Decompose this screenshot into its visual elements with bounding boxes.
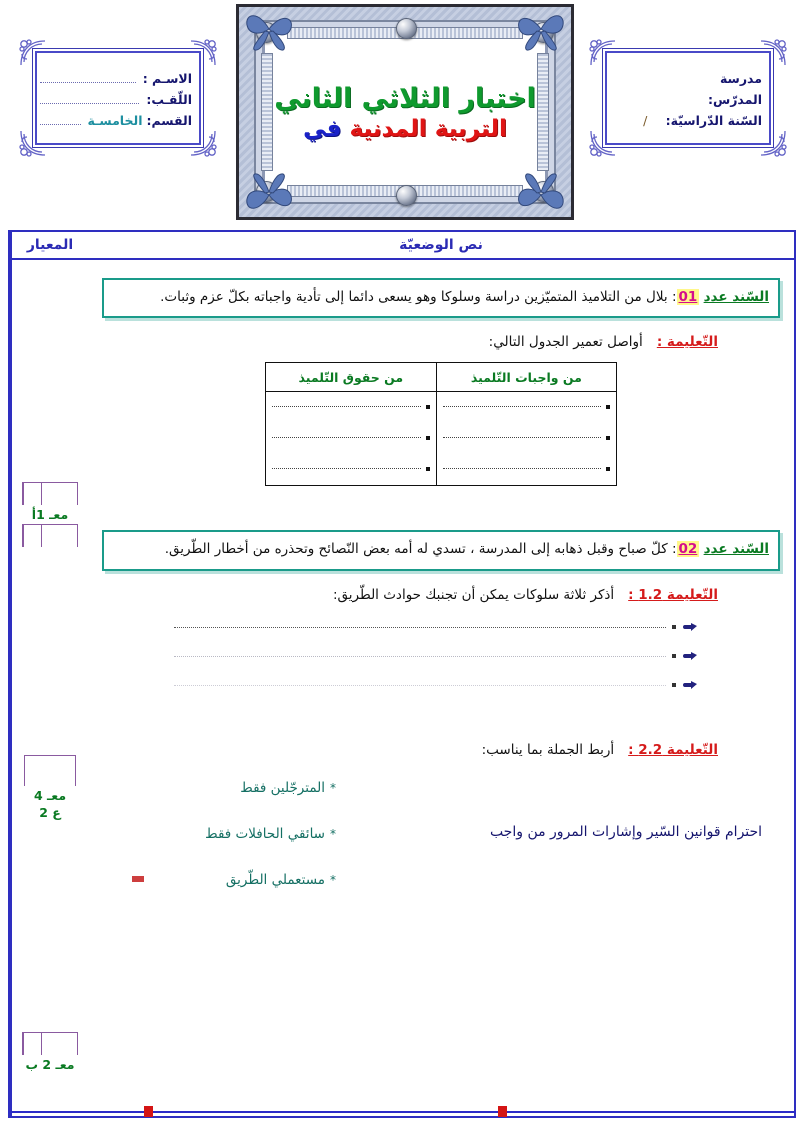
source-2-colon: : xyxy=(671,541,677,558)
bullet-square-icon xyxy=(672,654,676,658)
answer-line-2[interactable] xyxy=(174,642,698,671)
criterion-3-label: معـ 2 ب xyxy=(25,1057,75,1072)
criteria-marks-area xyxy=(12,260,88,1116)
criterion-1[interactable] xyxy=(12,482,88,547)
source-2-text: كلّ صباح وقبل ذهابه إلى المدرسة ، تسدي له أمه بعض النّصائح وتحذره من أخطار الطّريق. xyxy=(164,541,668,558)
matching-options-list xyxy=(106,774,354,888)
school-name-field[interactable] xyxy=(610,71,762,86)
criteria-column xyxy=(10,232,88,1116)
frame-rail-right-icon xyxy=(537,53,549,171)
criterion-2[interactable] xyxy=(12,755,88,822)
situation-content xyxy=(88,260,794,1116)
criterion-2-label-bottom: ع 2 xyxy=(39,805,61,820)
rights-cell[interactable] xyxy=(266,454,437,486)
criterion-2-label-top: معـ 4 xyxy=(33,788,67,803)
answer-dotted-line[interactable] xyxy=(443,405,601,407)
instruction-3-text: أربط الجملة بما يناسب: xyxy=(481,741,615,758)
instruction-2-label: التّعليمة 1.2 : xyxy=(628,586,718,603)
criterion-1-grid-bottom[interactable] xyxy=(22,524,78,547)
student-name-field[interactable] xyxy=(40,71,192,86)
matching-exercise xyxy=(106,774,776,924)
student-class-label: القسم: xyxy=(146,112,192,128)
bullet-square-icon xyxy=(426,436,430,440)
bullet-square-icon xyxy=(672,625,676,629)
matching-option-2[interactable] xyxy=(106,826,336,842)
rights-cell[interactable] xyxy=(266,423,437,454)
option-star-icon: * xyxy=(330,826,336,841)
answer-dotted-line[interactable] xyxy=(174,684,666,686)
source-box-1 xyxy=(102,278,780,318)
exam-title-main: اختبار الثلاثي الثاني xyxy=(274,82,536,114)
bullet-square-icon xyxy=(606,467,610,471)
answer-dotted-line[interactable] xyxy=(272,405,421,407)
instruction-2-text: أذكر ثلاثة سلوكات يمكن أن تجنبك حوادث الطّريق: xyxy=(332,586,615,603)
frame-stud-icon xyxy=(396,18,417,39)
student-name-dotted-line[interactable] xyxy=(40,81,136,83)
matching-option-3[interactable] xyxy=(106,872,336,888)
instruction-3-label: التّعليمة 2.2 : xyxy=(628,741,718,758)
criterion-3[interactable] xyxy=(12,1032,88,1074)
duties-cell[interactable] xyxy=(436,392,616,424)
rights-column-header: من حقوق التّلميذ xyxy=(266,363,437,392)
ribbon-bow-icon xyxy=(243,7,295,51)
situation-column-header: نص الوضعيّة xyxy=(88,232,794,260)
source-2-tag: السّند عدد xyxy=(703,541,769,558)
instruction-2 xyxy=(100,587,772,603)
title-canvas xyxy=(265,31,545,193)
answer-dotted-line[interactable] xyxy=(272,467,421,469)
exam-title-subject-line xyxy=(303,116,507,142)
ribbon-bow-icon xyxy=(515,7,567,51)
exam-table xyxy=(8,230,796,1118)
criterion-1-grid-top[interactable] xyxy=(22,482,78,505)
instruction-1-text: أواصل تعمير الجدول التالي: xyxy=(488,334,643,351)
matching-option-1-label: المترجّلين فقط xyxy=(240,779,325,796)
bottom-red-mark-icon xyxy=(144,1106,153,1117)
matching-option-3-label: مستعملي الطّريق xyxy=(225,871,325,888)
rights-duties-table xyxy=(265,362,617,486)
student-name-label: الاسـم : xyxy=(142,70,192,86)
option-star-icon: * xyxy=(330,872,336,887)
bullet-square-icon xyxy=(426,405,430,409)
student-class-dotted-line[interactable] xyxy=(40,123,81,125)
student-surname-label: اللّقـب: xyxy=(146,91,192,107)
matching-option-1[interactable] xyxy=(106,780,336,796)
table-row xyxy=(266,392,617,424)
student-class-field[interactable] xyxy=(40,113,192,128)
student-class-value: الخامسـة xyxy=(87,112,143,128)
source-1-tag: السّند عدد xyxy=(703,289,769,305)
school-name-label: مدرسة xyxy=(719,70,762,86)
answer-dotted-line[interactable] xyxy=(443,436,601,438)
bottom-red-mark-icon xyxy=(498,1106,507,1117)
criterion-3-grid-top[interactable] xyxy=(22,1032,78,1055)
table-header-row xyxy=(266,363,617,392)
answer-dotted-line[interactable] xyxy=(174,655,666,657)
school-year-label: السّنة الدّراسيّة: xyxy=(665,112,762,128)
ribbon-bow-icon xyxy=(243,173,295,217)
source-1-number: 01 xyxy=(678,289,698,305)
table-row xyxy=(266,423,617,454)
answer-line-1[interactable] xyxy=(174,613,698,642)
situation-column xyxy=(88,232,794,1116)
student-info-box xyxy=(18,38,218,158)
bottom-rule-line xyxy=(8,1111,796,1113)
exam-subject: التربية المدنية xyxy=(349,115,507,142)
duties-column-header: من واجبات التّلميذ xyxy=(436,363,616,392)
page-bottom-cutoff xyxy=(8,1105,796,1119)
source-2-number: 02 xyxy=(678,541,698,558)
answer-lines-list xyxy=(174,613,698,700)
school-year-slash: / xyxy=(643,112,648,128)
criterion-1-label: معـ 1أ xyxy=(31,507,69,522)
answer-dotted-line[interactable] xyxy=(272,436,421,438)
teacher-name-field[interactable] xyxy=(610,92,762,107)
school-year-field[interactable] xyxy=(610,113,762,128)
pointing-hand-icon xyxy=(682,649,698,663)
duties-cell[interactable] xyxy=(436,423,616,454)
student-surname-dotted-line[interactable] xyxy=(40,102,139,104)
bullet-square-icon xyxy=(426,467,430,471)
exam-title-preposition: في xyxy=(303,115,342,142)
instruction-3 xyxy=(100,742,772,758)
frame-rail-left-icon xyxy=(261,53,273,171)
bullet-square-icon xyxy=(606,405,610,409)
document-header xyxy=(0,0,804,228)
instruction-1 xyxy=(100,334,772,350)
matching-option-2-label: سائقي الحافلات فقط xyxy=(205,825,325,842)
criteria-column-header: المعيار xyxy=(12,232,88,260)
source-1-text: بلال من التلاميذ المتميّزين دراسة وسلوكا وهو يسعى دائما إلى تأدية واجباته بكلّ عزم وثبات. xyxy=(160,289,668,305)
bullet-square-icon xyxy=(606,436,610,440)
answer-dotted-line[interactable] xyxy=(174,626,666,628)
table-row xyxy=(266,454,617,486)
rights-cell[interactable] xyxy=(266,392,437,424)
instruction-1-label: التّعليمة : xyxy=(656,334,718,351)
matching-prompt: احترام قوانين السّير وإشارات المرور من واجب xyxy=(489,823,763,840)
source-box-2 xyxy=(102,530,780,570)
option-star-icon: * xyxy=(330,780,336,795)
bullet-square-icon xyxy=(672,683,676,687)
student-surname-field[interactable] xyxy=(40,92,192,107)
source-1-colon: : xyxy=(671,289,677,305)
answer-line-3[interactable] xyxy=(174,671,698,700)
teacher-name-label: المدرّس: xyxy=(707,91,762,107)
frame-stud-icon xyxy=(396,185,417,206)
pointing-hand-icon xyxy=(682,620,698,634)
criterion-2-box[interactable] xyxy=(24,755,76,786)
school-info-box xyxy=(588,38,788,158)
answer-dotted-line[interactable] xyxy=(443,467,601,469)
ribbon-bow-icon xyxy=(515,173,567,217)
title-decorative-frame xyxy=(236,4,574,220)
duties-cell[interactable] xyxy=(436,454,616,486)
pointing-hand-icon xyxy=(682,678,698,692)
